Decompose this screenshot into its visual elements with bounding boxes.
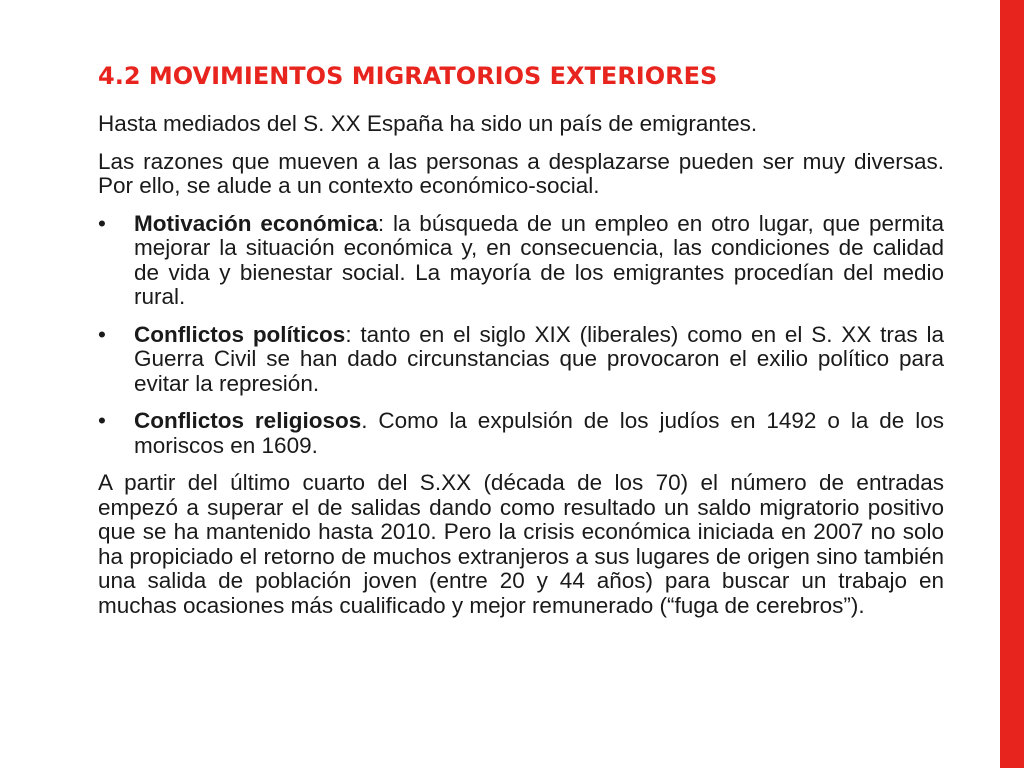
intro-paragraph: Hasta mediados del S. XX España ha sido un país de emigrantes. bbox=[98, 111, 758, 136]
closing-paragraph: A partir del último cuarto del S.XX (década de los 70) el número de entradas empezó a superar el de salidas dando como resultado un saldo migratorio positivo que se ha mantenido hasta 2010. Pero la crisis económica iniciada en 2007 no solo ha propiciado el retorno de muchos extranjeros a sus lugares de origen sino también una salida de población joven (entre 20 y 44 años) para buscar un trabajo en muchas ocasiones más cualificado y mejor remunerado (“fuga de cerebros”). bbox=[98, 470, 944, 618]
bullet-item-religious bbox=[98, 409, 944, 458]
bullet-marker: • bbox=[98, 210, 106, 236]
bullet-text bbox=[134, 323, 944, 397]
bullet-marker: • bbox=[98, 321, 106, 347]
bullet-term: Motivación económica bbox=[134, 210, 378, 236]
bullet-text bbox=[134, 212, 944, 310]
bullet-term: Conflictos religiosos bbox=[134, 408, 362, 433]
bullet-description: : la búsqueda de un empleo en otro lugar, que permita mejorar la situación económica y, en consecuencia, las condiciones de calidad de vida y bienestar social. La mayoría de los emigrantes procedían del medio rural. bbox=[134, 210, 945, 309]
slide-body bbox=[98, 112, 944, 631]
slide-title: 4.2 MOVIMIENTOS MIGRATORIOS EXTERIORES bbox=[98, 62, 718, 90]
bullet-item-economic bbox=[98, 212, 944, 310]
bullet-item-political bbox=[98, 323, 944, 397]
bullet-text bbox=[134, 409, 944, 458]
bullet-term: Conflictos políticos bbox=[134, 321, 346, 347]
bullet-description: : tanto en el siglo XIX (liberales) como en el S. XX tras la Guerra Civil se han dado circunstancias que provocaron el exilio político para evitar la represión. bbox=[134, 321, 944, 396]
bullet-description: . Como la expulsión de los judíos en 1492 o la de los moriscos en 1609. bbox=[134, 408, 944, 458]
reasons-paragraph: Las razones que mueven a las personas a desplazarse pueden ser muy diversas. Por ello, se alude a un contexto económico-social. bbox=[98, 148, 944, 198]
accent-bar bbox=[1000, 0, 1024, 768]
bullet-marker: • bbox=[98, 408, 106, 433]
